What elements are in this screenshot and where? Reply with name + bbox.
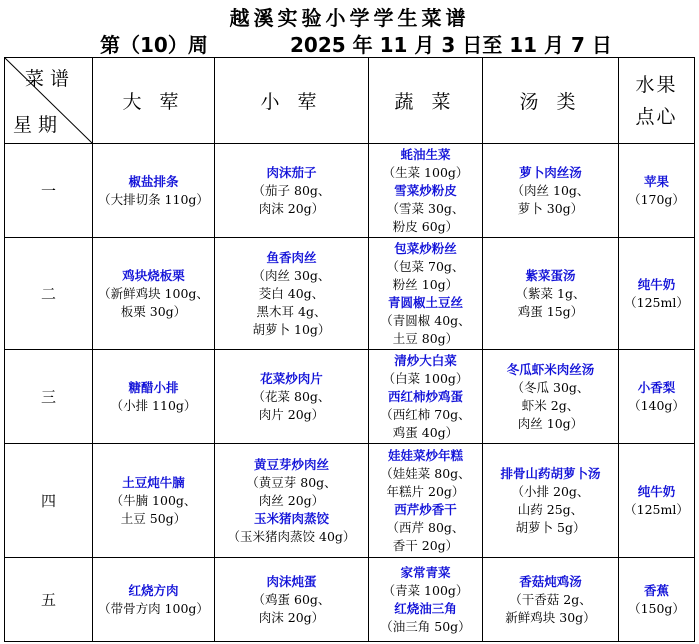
ingredient-line: （油三角 50g）: [380, 618, 471, 634]
ingredient-line: 胡萝卜 5g）: [515, 519, 586, 535]
corner-label-weekday: 星期: [13, 114, 64, 136]
dish-name: 纯牛奶: [637, 276, 676, 292]
dish-name: 黄豆芽炒肉丝: [253, 456, 329, 472]
ingredient-line: 年糕片 20g）: [386, 483, 465, 499]
ingredient-line: 粉皮 60g）: [392, 218, 459, 234]
ingredient-line: 粉丝 10g）: [392, 276, 459, 292]
dish-name: 肉沫茄子: [266, 164, 317, 180]
ingredient-line: 黑木耳 4g、: [256, 303, 327, 319]
ingredient-line: 鸡蛋 40g）: [392, 424, 459, 440]
menu-table: [4, 57, 695, 642]
dish-name: 花菜炒肉片: [260, 370, 323, 386]
ingredient-line: 土豆 80g）: [392, 330, 459, 346]
dish-name: 红烧油三角: [394, 600, 457, 616]
xiao-hun-cell: [215, 558, 369, 642]
header-xiao-hun: 小 荤: [215, 58, 369, 144]
ingredient-line: 土豆 50g）: [120, 510, 187, 526]
table-row: [5, 350, 695, 444]
dish-name: 包菜炒粉丝: [394, 240, 457, 256]
dish-name: 糖醋小排: [128, 379, 179, 395]
ingredient-line: （鸡蛋 60g、: [252, 591, 331, 607]
ingredient-line: 山药 25g、: [517, 501, 584, 517]
dish-name: 鸡块烧板栗: [122, 267, 185, 283]
ingredient-line: （白菜 100g）: [382, 370, 469, 386]
weekday-cell: 一: [5, 144, 93, 238]
da-hun-cell: [93, 444, 215, 558]
shucai-cell: [369, 444, 483, 558]
shucai-cell: [369, 350, 483, 444]
ingredient-line: （青菜 100g）: [382, 582, 469, 598]
tang-cell: [483, 238, 619, 350]
tang-cell: [483, 444, 619, 558]
ingredient-line: 肉片 20g）: [258, 406, 325, 422]
table-row: [5, 444, 695, 558]
corner-label-menu: 菜谱: [25, 68, 76, 90]
ingredient-line: （肉丝 10g、: [511, 182, 590, 198]
ingredient-line: （140g）: [628, 397, 685, 413]
ingredient-line: （娃娃菜 80g、: [380, 465, 471, 481]
xiao-hun-cell: [215, 444, 369, 558]
ingredient-line: 板栗 30g）: [120, 303, 187, 319]
ingredient-line: （西芹 80g、: [386, 519, 465, 535]
ingredient-line: 虾米 2g、: [521, 397, 580, 413]
dish-name: 萝卜肉丝汤: [519, 164, 582, 180]
ingredient-line: （西红柿 70g、: [380, 406, 471, 422]
xiao-hun-cell: [215, 350, 369, 444]
da-hun-cell: [93, 144, 215, 238]
dish-name: 玉米猪肉蒸饺: [253, 510, 329, 526]
header-tang: 汤 类: [483, 58, 619, 144]
dish-name: 红烧方肉: [128, 582, 179, 598]
dish-name: 西芹炒香干: [394, 501, 457, 517]
da-hun-cell: [93, 238, 215, 350]
ingredient-line: （包菜 70g、: [386, 258, 465, 274]
dish-name: 香蕉: [643, 582, 669, 598]
ingredient-line: 香干 20g）: [392, 537, 459, 553]
dish-name: 家常青菜: [400, 564, 451, 580]
ingredient-line: 茭白 40g、: [258, 285, 325, 301]
ingredient-line: （小排 20g、: [511, 483, 590, 499]
ingredient-line: 鸡蛋 15g）: [517, 303, 584, 319]
ingredient-line: （花菜 80g、: [252, 388, 331, 404]
corner-header: [5, 58, 93, 144]
dish-name: 娃娃菜炒年糕: [387, 447, 463, 463]
weekday-cell: 五: [5, 558, 93, 642]
dish-name: 苹果: [643, 173, 669, 189]
header-da-hun: 大 荤: [93, 58, 215, 144]
ingredient-line: 胡萝卜 10g）: [252, 321, 331, 337]
ingredient-line: （125ml）: [624, 294, 689, 310]
fruit-cell: [619, 238, 695, 350]
header-fruit-line1: 水果: [635, 73, 678, 96]
da-hun-cell: [93, 558, 215, 642]
fruit-cell: [619, 350, 695, 444]
dish-name: 雪菜炒粉皮: [394, 182, 457, 198]
ingredient-line: （大排切条 110g）: [98, 191, 209, 207]
menu-body: [5, 144, 695, 642]
ingredient-line: （170g）: [628, 191, 685, 207]
dish-name: 鱼香肉丝: [266, 249, 317, 265]
ingredient-line: 肉沫 20g）: [258, 200, 325, 216]
ingredient-line: （生菜 100g）: [382, 164, 469, 180]
table-row: [5, 558, 695, 642]
header-shucai: 蔬 菜: [369, 58, 483, 144]
shucai-cell: [369, 144, 483, 238]
ingredient-line: （雪菜 30g、: [386, 200, 465, 216]
ingredient-line: （干香菇 2g、: [509, 591, 592, 607]
dish-name: 青圆椒土豆丝: [387, 294, 463, 310]
ingredient-line: （青圆椒 40g、: [380, 312, 471, 328]
shucai-cell: [369, 238, 483, 350]
tang-cell: [483, 350, 619, 444]
dish-name: 蚝油生菜: [400, 146, 451, 162]
table-row: [5, 144, 695, 238]
dish-name: 排骨山药胡萝卜汤: [500, 465, 601, 481]
ingredient-line: （玉米猪肉蒸饺 40g）: [227, 528, 356, 544]
ingredient-line: 萝卜 30g）: [517, 200, 584, 216]
dish-name: 椒盐排条: [128, 173, 179, 189]
dish-name: 紫菜蛋汤: [525, 267, 576, 283]
dish-name: 香菇炖鸡汤: [519, 573, 582, 589]
dish-name: 清炒大白菜: [394, 352, 457, 368]
ingredient-line: （茄子 80g、: [252, 182, 331, 198]
ingredient-line: （肉丝 30g、: [252, 267, 331, 283]
ingredient-line: 肉丝 20g）: [258, 492, 325, 508]
da-hun-cell: [93, 350, 215, 444]
tang-cell: [483, 144, 619, 238]
dish-name: 纯牛奶: [637, 483, 676, 499]
page-title: 越溪实验小学学生菜谱: [229, 6, 470, 30]
header-fruit-line2: 点心: [635, 105, 678, 128]
xiao-hun-cell: [215, 238, 369, 350]
dish-name: 西红柿炒鸡蛋: [387, 388, 463, 404]
fruit-cell: [619, 144, 695, 238]
ingredient-line: 新鲜鸡块 30g）: [505, 609, 596, 625]
fruit-cell: [619, 444, 695, 558]
weekday-cell: 二: [5, 238, 93, 350]
shucai-cell: [369, 558, 483, 642]
header-row: [5, 58, 695, 144]
date-range: 2025 年 11 月 3 日至 11 月 7 日: [290, 33, 612, 57]
tang-cell: [483, 558, 619, 642]
ingredient-line: （125ml）: [624, 501, 689, 517]
ingredient-line: （新鲜鸡块 100g、: [98, 285, 209, 301]
ingredient-line: （150g）: [628, 600, 685, 616]
ingredient-line: （带骨方肉 100g）: [98, 600, 209, 616]
ingredient-line: 肉丝 10g）: [517, 415, 584, 431]
xiao-hun-cell: [215, 144, 369, 238]
week-label: 第（10）周: [100, 33, 208, 57]
dish-name: 小香梨: [637, 379, 676, 395]
table-row: [5, 238, 695, 350]
ingredient-line: （牛腩 100g、: [110, 492, 197, 508]
header-fruit: [619, 58, 695, 144]
ingredient-line: （冬瓜 30g、: [511, 379, 590, 395]
ingredient-line: （黄豆芽 80g、: [246, 474, 337, 490]
dish-name: 冬瓜虾米肉丝汤: [506, 361, 595, 377]
dish-name: 肉沫炖蛋: [266, 573, 317, 589]
ingredient-line: （小排 110g）: [110, 397, 197, 413]
weekday-cell: 四: [5, 444, 93, 558]
weekday-cell: 三: [5, 350, 93, 444]
ingredient-line: 肉沫 20g）: [258, 609, 325, 625]
ingredient-line: （紫菜 1g、: [515, 285, 586, 301]
dish-name: 土豆炖牛腩: [122, 474, 185, 490]
fruit-cell: [619, 558, 695, 642]
